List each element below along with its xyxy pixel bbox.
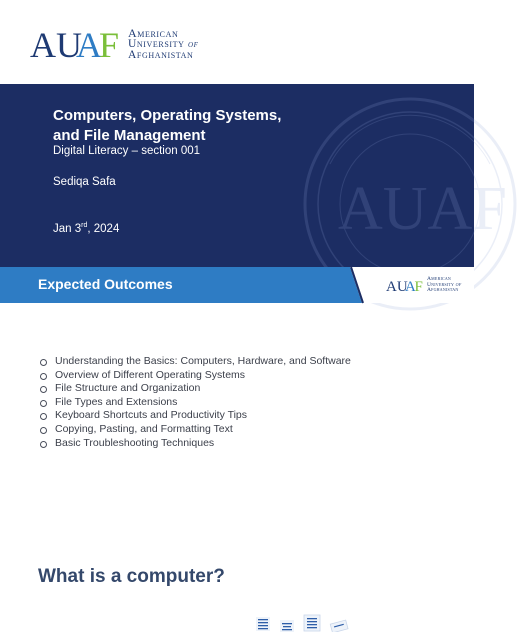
tilted-note-icon xyxy=(329,620,349,632)
circle-bullet-icon xyxy=(40,373,47,380)
svg-text:AU: AU xyxy=(30,25,82,65)
circle-bullet-icon xyxy=(40,427,47,434)
logo-word-of: of xyxy=(188,38,199,50)
auaf-logo xyxy=(30,24,199,64)
list-item-text: Basic Troubleshooting Techniques xyxy=(55,436,215,449)
circle-bullet-icon xyxy=(40,400,47,407)
presentation-title: Computers, Operating Systems, and File Management xyxy=(53,107,282,144)
circle-bullet-icon xyxy=(40,413,47,420)
list-item xyxy=(40,369,351,383)
list-item xyxy=(40,437,351,451)
auaf-mini-logo-mark xyxy=(386,278,424,293)
bottom-icon-row xyxy=(255,614,357,632)
course-subtitle: Digital Literacy – section 001 xyxy=(53,145,201,157)
list-item-text: Overview of Different Operating Systems xyxy=(55,368,246,381)
outcomes-header-bar xyxy=(0,267,474,303)
title-slide xyxy=(0,84,507,267)
section-heading: What is a computer? xyxy=(38,566,225,587)
logo-word-university: University xyxy=(128,37,185,50)
list-item xyxy=(40,355,351,369)
mini-logo-of: of xyxy=(455,281,462,288)
svg-text:F: F xyxy=(414,278,423,295)
svg-text:A: A xyxy=(76,25,102,65)
outcomes-heading: Expected Outcomes xyxy=(38,276,173,292)
auaf-mini-logo xyxy=(386,277,461,294)
auaf-logo-mark xyxy=(30,25,122,65)
circle-bullet-icon xyxy=(40,359,47,366)
align-justify-icon xyxy=(255,616,271,632)
presentation-date xyxy=(53,222,119,235)
circle-bullet-icon xyxy=(40,386,47,393)
date-ordinal: rd xyxy=(81,222,88,229)
list-item-text: File Structure and Organization xyxy=(55,382,201,395)
list-item-text: Understanding the Basics: Computers, Hardware, and Software xyxy=(55,355,351,367)
list-item-text: File Types and Extensions xyxy=(55,395,178,408)
date-rest: , 2024 xyxy=(87,222,120,235)
svg-text:AUAF: AUAF xyxy=(338,175,507,243)
svg-text:A: A xyxy=(405,278,416,295)
svg-text:F: F xyxy=(99,25,120,65)
document-lines-icon xyxy=(303,614,321,632)
list-item xyxy=(40,382,351,396)
outcomes-list xyxy=(40,355,351,450)
list-item xyxy=(40,423,351,437)
list-item xyxy=(40,396,351,410)
mini-logo-university: University xyxy=(427,281,455,288)
list-item-text: Copying, Pasting, and Formatting Text xyxy=(55,422,233,435)
align-center-icon xyxy=(279,620,295,632)
date-prefix: Jan 3 xyxy=(53,222,82,235)
logo-line-afghanistan: Afghanistan xyxy=(128,49,194,61)
svg-text:AU: AU xyxy=(386,278,408,295)
mini-logo-line3: Afghanistan xyxy=(427,287,459,293)
mini-logo-line1: American xyxy=(427,276,452,282)
logo-line-american: American xyxy=(128,25,179,40)
circle-bullet-icon xyxy=(40,441,47,448)
list-item xyxy=(40,409,351,423)
list-item-text: Keyboard Shortcuts and Productivity Tips xyxy=(55,409,248,422)
author-name: Sediqa Safa xyxy=(53,176,116,188)
